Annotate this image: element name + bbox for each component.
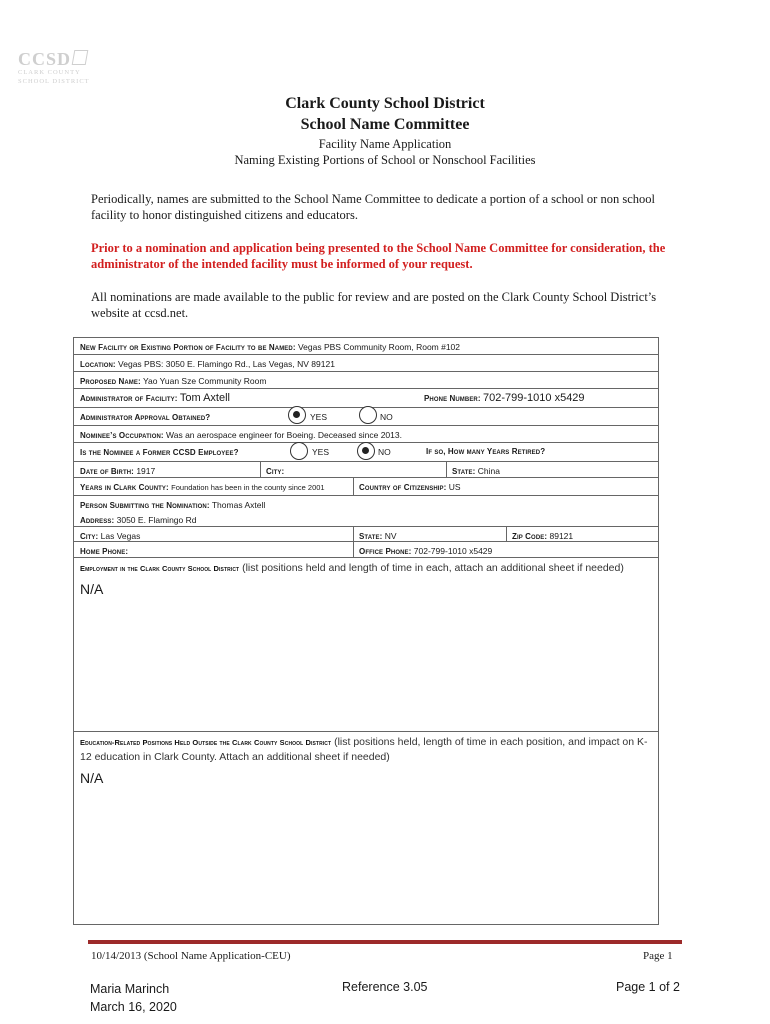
address-field[interactable]: 3050 E. Flamingo Rd <box>116 515 197 525</box>
approval-no-radio[interactable] <box>359 406 377 424</box>
former-no-label: NO <box>378 447 391 457</box>
row-years-citizenship <box>74 478 658 496</box>
row-birth <box>74 462 658 478</box>
row-facility <box>74 338 658 355</box>
row-occupation <box>74 426 658 443</box>
education-heading <box>74 732 658 768</box>
approval-no-label: NO <box>380 412 393 422</box>
reference-number: Reference 3.05 <box>342 980 428 994</box>
former-yes-radio[interactable] <box>290 442 308 460</box>
row-address <box>74 511 658 527</box>
city2-label: City: <box>80 532 99 541</box>
education-note: (list positions held, length of time in each position, and impact on K-12 education in Clark County. Attach an additional sheet if needed) <box>80 736 648 763</box>
state-label: State: <box>452 467 476 476</box>
employment-label: Employment in the Clark County School District <box>80 564 240 573</box>
state-cell <box>446 462 658 477</box>
approval-label: Administrator Approval Obtained? <box>80 413 211 422</box>
page-number-inner: Page 1 <box>643 950 673 962</box>
education-field[interactable]: N/A <box>80 770 104 786</box>
employment-section <box>74 558 658 732</box>
page-subtitle: School Name Committee <box>300 116 470 133</box>
proposed-name-field[interactable]: Yao Yuan Sze Community Room <box>142 376 267 386</box>
former-no-radio[interactable] <box>357 442 375 460</box>
author-name: Maria Marinch <box>90 982 170 996</box>
office-phone-label: Office Phone: <box>359 547 412 556</box>
facility-field[interactable]: Vegas PBS Community Room, Room #102 <box>297 342 461 352</box>
row-approval <box>74 408 658 426</box>
education-section <box>74 732 658 924</box>
dob-field[interactable]: 1917 <box>136 466 156 476</box>
years-retired-label: If so, How many Years Retired? <box>426 447 546 456</box>
approval-yes-label: YES <box>310 412 328 422</box>
facility-label: New Facility or Existing Portion of Facility to be Named: <box>80 343 296 352</box>
citizenship-label: Country of Citizenship: <box>359 483 447 492</box>
administrator-field[interactable]: Tom Axtell <box>179 392 230 404</box>
row-proposed-name <box>74 372 658 389</box>
years-county-label: Years in Clark County: <box>80 483 169 492</box>
intro-paragraph: Periodically, names are submitted to the School Name Committee to dedicate a portion of a school or non school facility to honor distinguished citizens and educators. <box>91 192 655 222</box>
approval-yes-radio[interactable] <box>288 406 306 424</box>
address-label: Address: <box>80 516 115 525</box>
former-yes-label: YES <box>312 447 330 457</box>
employment-note: (list positions held and length of time in each, attach an additional sheet if needed) <box>239 562 624 574</box>
page-number: Page 1 of 2 <box>616 980 680 994</box>
employment-field[interactable]: N/A <box>80 581 104 597</box>
row-former-employee <box>74 443 658 462</box>
submitter-label: Person Submitting the Nomination: <box>80 501 210 510</box>
application-form <box>73 337 659 925</box>
page-title: Clark County School District <box>285 95 485 112</box>
dob-label: Date of Birth: <box>80 467 134 476</box>
row-submitter <box>74 496 658 511</box>
citizenship-field[interactable]: US <box>448 482 461 492</box>
home-phone-label: Home Phone: <box>80 547 129 556</box>
education-label: Education-Related Positions Held Outside the Clark County School District <box>80 738 332 747</box>
submitter-field[interactable]: Thomas Axtell <box>211 500 266 510</box>
zip-label: Zip Code: <box>512 532 548 541</box>
employment-heading <box>74 558 658 579</box>
administrator-label: Administrator of Facility: <box>80 394 178 403</box>
proposed-name-label: Proposed Name: <box>80 377 141 386</box>
state-field[interactable]: China <box>477 466 500 476</box>
zip-cell <box>506 527 658 541</box>
logo-mark-icon <box>72 50 89 65</box>
row-city-state-zip <box>74 527 658 542</box>
form-name: Facility Name Application <box>318 137 452 151</box>
notice-paragraph: Prior to a nomination and application being presented to the School Name Committee for consideration, the administrator of the intended facility must be informed of your request. <box>91 241 666 271</box>
phone-field[interactable]: 702-799-1010 x5429 <box>483 392 585 404</box>
logo-line1: CLARK COUNTY <box>18 69 81 76</box>
citizenship-cell <box>353 478 658 495</box>
office-phone-cell <box>353 542 658 557</box>
city-cell <box>260 462 446 477</box>
document-date: March 16, 2020 <box>90 1000 177 1014</box>
state2-field[interactable]: NV <box>384 531 397 541</box>
row-location <box>74 355 658 372</box>
form-description: Naming Existing Portions of School or Nonschool Facilities <box>234 153 536 167</box>
public-paragraph: All nominations are made available to the public for review and are posted on the Clark County School District’s website at ccsd.net. <box>91 290 657 320</box>
city-label: City: <box>266 467 285 476</box>
footer-rule <box>88 940 682 944</box>
office-phone-field[interactable]: 702-799-1010 x5429 <box>413 546 493 556</box>
occupation-label: Nominee’s Occupation: <box>80 431 164 440</box>
former-employee-label: Is the Nominee a Former CCSD Employee? <box>80 448 239 457</box>
zip-field[interactable]: 89121 <box>549 531 574 541</box>
location-field[interactable]: Vegas PBS: 3050 E. Flamingo Rd., Las Vegas, NV 89121 <box>118 359 335 369</box>
phone-label: Phone Number: <box>424 394 481 403</box>
row-phones <box>74 542 658 558</box>
logo-name: CCSD <box>18 49 72 69</box>
years-county-field[interactable]: Foundation has been in the county since 2001 <box>171 483 325 492</box>
ccsd-logo <box>18 50 108 86</box>
location-label: Location: <box>80 360 116 369</box>
state2-cell <box>353 527 506 541</box>
occupation-field[interactable]: Was an aerospace engineer for Boeing. Deceased since 2013. <box>166 430 402 440</box>
city2-field[interactable]: Las Vegas <box>100 531 141 541</box>
form-id: 10/14/2013 (School Name Application-CEU) <box>91 950 291 962</box>
logo-line2: SCHOOL DISTRICT <box>18 78 90 85</box>
state2-label: State: <box>359 532 383 541</box>
